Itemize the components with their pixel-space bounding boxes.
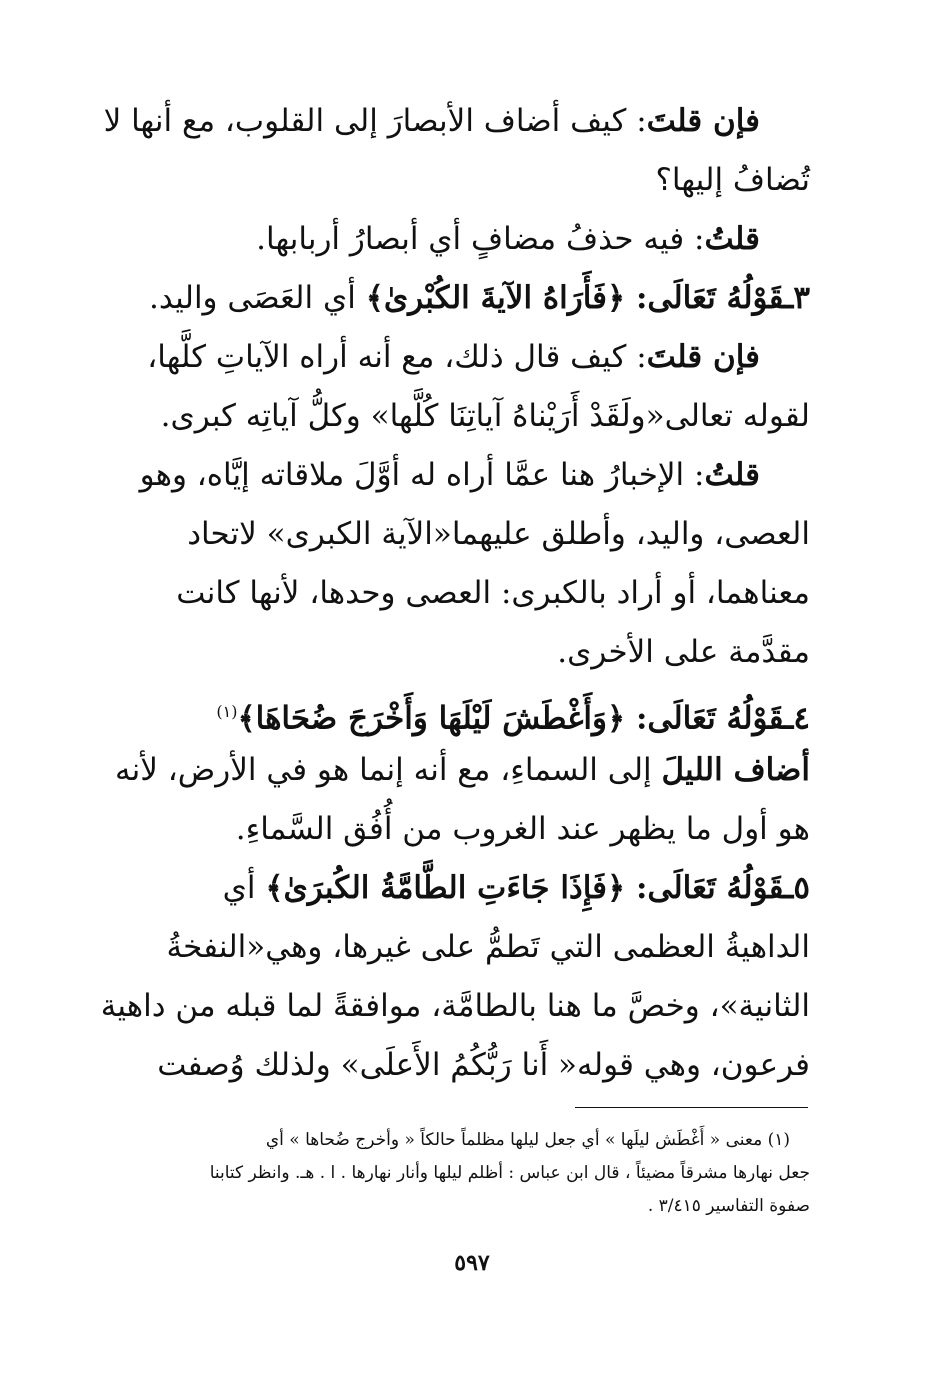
text-line [160, 682, 810, 741]
text-line [160, 918, 810, 977]
text-line [160, 505, 810, 564]
text-line [160, 387, 810, 446]
line-text: العصى، واليد، وأطلق عليهما«الآية الكبرى» لاتحاد [187, 516, 810, 552]
text-line [160, 800, 810, 859]
line-text: الداهيةُ العظمى التي تَطمُّ على غيرها، وهي«النفخةُ [166, 929, 810, 965]
line-text: : فيه حذفُ مضافٍ أي أبصارُ أربابها. [256, 221, 705, 257]
line-text: مقدَّمة على الأخرى. [557, 634, 810, 670]
bold-phrase: فإن قلتَ [646, 103, 760, 139]
text-line [100, 977, 810, 1036]
text-line [149, 269, 810, 328]
footnote-line: جعل نهارها مشرقاً مضيئاً ، قال ابن عباس : أظلم ليلها وأنار نهارها . ا . هـ. وانظر كتابنا [209, 1163, 810, 1183]
verse-heading: ٣ـقَوْلُهُ تَعَالَى: ﴿فَأَرَاهُ الآيةَ الكُبْرىٰ﴾ [365, 280, 810, 316]
footnotes [160, 1124, 810, 1223]
text-line [160, 859, 810, 918]
line-text: الثانية»، وخصَّ ما هنا بالطامَّة، موافقةً لما قبله من داهية [100, 988, 810, 1024]
footnote-line: (١) معنى « أَغْطَش ليلَها » أي جعل ليلها مظلماً حالكاً « وأخرج ضُحاها » أي [265, 1130, 790, 1150]
verse-heading: ٤ـقَوْلُهُ تَعَالَى: ﴿وَأَغْطَشَ لَيْلَهَا وَأَخْرَجَ ضُحَاهَا﴾ [237, 700, 810, 737]
text-line [157, 1036, 810, 1095]
line-text: لقوله تعالى«ولَقَدْ أَرَيْناهُ آياتِنَا كُلَّها» وكلُّ آياتِه كبرى. [160, 398, 810, 434]
text-line [160, 564, 810, 623]
line-text: : الإخبارُ هنا عمَّا أراه له أوَّلَ ملاقاته إيَّاه، وهو [139, 457, 705, 493]
line-text: تُضافُ إليها؟ [655, 162, 810, 198]
line-text: معناهما، أو أراد بالكبرى: العصى وحدها، لأنها كانت [176, 575, 810, 611]
bold-phrase: فإن قلتَ [646, 339, 760, 375]
line-text: : كيف قال ذلك، مع أنه أراه الآياتِ كلَّها، [147, 339, 647, 375]
page-number: ٥٩٧ [454, 1250, 490, 1276]
text-line [115, 741, 810, 800]
bold-phrase: قلتُ [704, 221, 760, 257]
line-text: فرعون، وهي قوله« أَنا رَبُّكُمُ الأَعلَى» ولذلك وُصفت [157, 1047, 810, 1083]
bold-phrase: قلتُ [704, 457, 760, 493]
text-line [147, 328, 810, 387]
text-line [160, 623, 810, 682]
line-text: إلى السماءِ، مع أنه إنما هو في الأرض، لأنه [115, 752, 662, 788]
footnote-line: صفوة التفاسير ٣/٤١٥ . [647, 1196, 810, 1216]
text-line [139, 446, 810, 505]
line-text: أي [222, 870, 266, 906]
text-line [103, 92, 810, 151]
line-text: : كيف أضاف الأبصارَ إلى القلوب، مع أنها لا [103, 103, 647, 139]
bold-phrase: أضاف الليلَ [661, 752, 810, 788]
text-line [160, 210, 810, 269]
footnote-marker: (١) [216, 702, 238, 721]
main-text [100, 92, 810, 1095]
line-text: هو أول ما يظهر عند الغروب من أُفُق السَّماءِ. [235, 811, 810, 847]
verse-heading: ٥ـقَوْلُهُ تَعَالَى: ﴿فَإِذَا جَاءَتِ الطَّامَّةُ الكُبرَىٰ﴾ [265, 870, 810, 906]
footnote-divider [575, 1107, 808, 1108]
line-text: أي العَصَى واليد. [149, 280, 366, 316]
text-line [160, 151, 810, 210]
